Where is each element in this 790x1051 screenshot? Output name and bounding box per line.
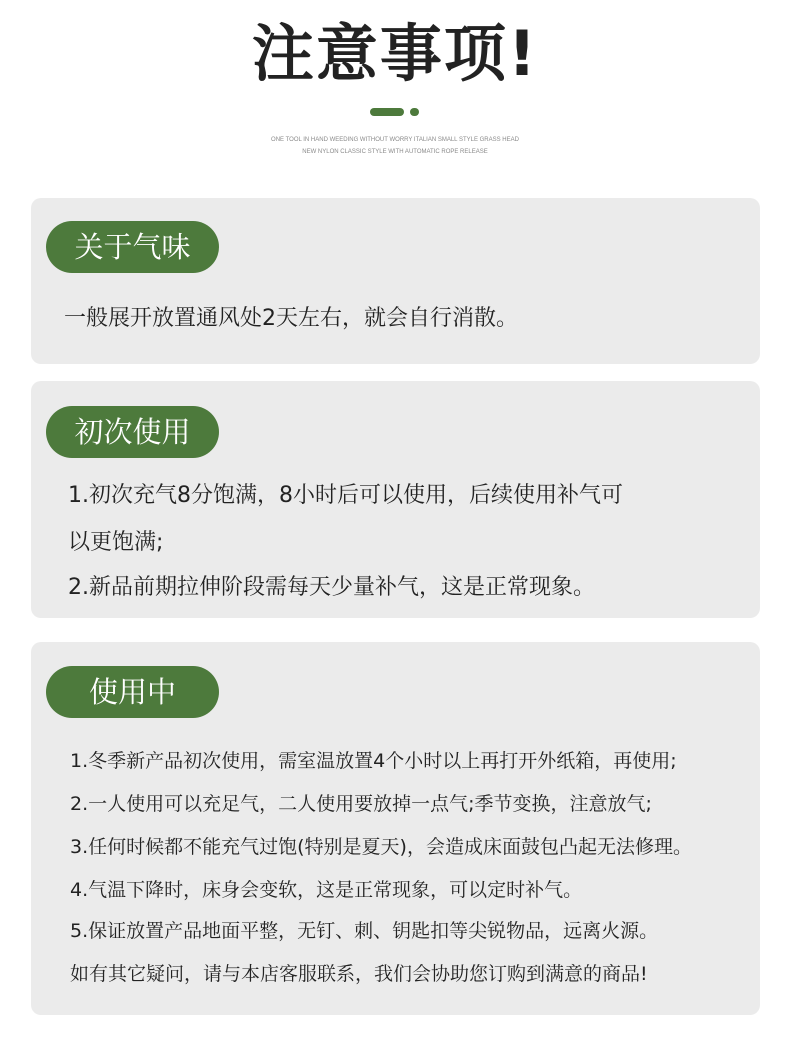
odor-text: 一般展开放置通风处2天左右，就会自行消散。 [64,306,518,331]
section-label-first-use: 初次使用 [46,406,219,458]
first-use-line-3: 2.新品前期拉伸阶段需每天少量补气，这是正常现象。 [68,575,595,600]
in-use-line-6: 如有其它疑问，请与本店客服联系，我们会协助您订购到满意的商品! [70,963,648,985]
subtitle [0,134,790,158]
section-odor [31,198,760,364]
section-in-use [31,642,760,1015]
in-use-line-3: 3.任何时候都不能充气过饱(特别是夏天)，会造成床面鼓包凸起无法修理。 [70,836,692,858]
section-label-odor: 关于气味 [46,221,219,273]
subtitle-line-1: ONE TOOL IN HAND WEEDING WITHOUT WORRY ITALIAN SMALL STYLE GRASS HEAD [271,137,519,143]
in-use-line-5: 5.保证放置产品地面平整，无钉、刺、钥匙扣等尖锐物品，远离火源。 [70,920,659,942]
in-use-line-1: 1.冬季新产品初次使用，需室温放置4个小时以上再打开外纸箱，再使用; [70,750,677,772]
first-use-line-1: 1.初次充气8分饱满，8小时后可以使用，后续使用补气可 [68,483,623,508]
section-label-in-use: 使用中 [46,666,219,718]
subtitle-line-2: NEW NYLON CLASSIC STYLE WITH AUTOMATIC ROPE RELEASE [302,149,488,155]
page-title: 注意事项! [251,17,539,90]
decoration-dot [410,108,419,116]
in-use-line-4: 4.气温下降时，床身会变软，这是正常现象，可以定时补气。 [70,879,583,901]
in-use-line-2: 2.一人使用可以充足气，二人使用要放掉一点气;季节变换，注意放气; [70,793,652,815]
section-first-use [31,381,760,618]
first-use-line-2: 以更饱满; [68,530,164,555]
decoration-bar [370,108,404,116]
